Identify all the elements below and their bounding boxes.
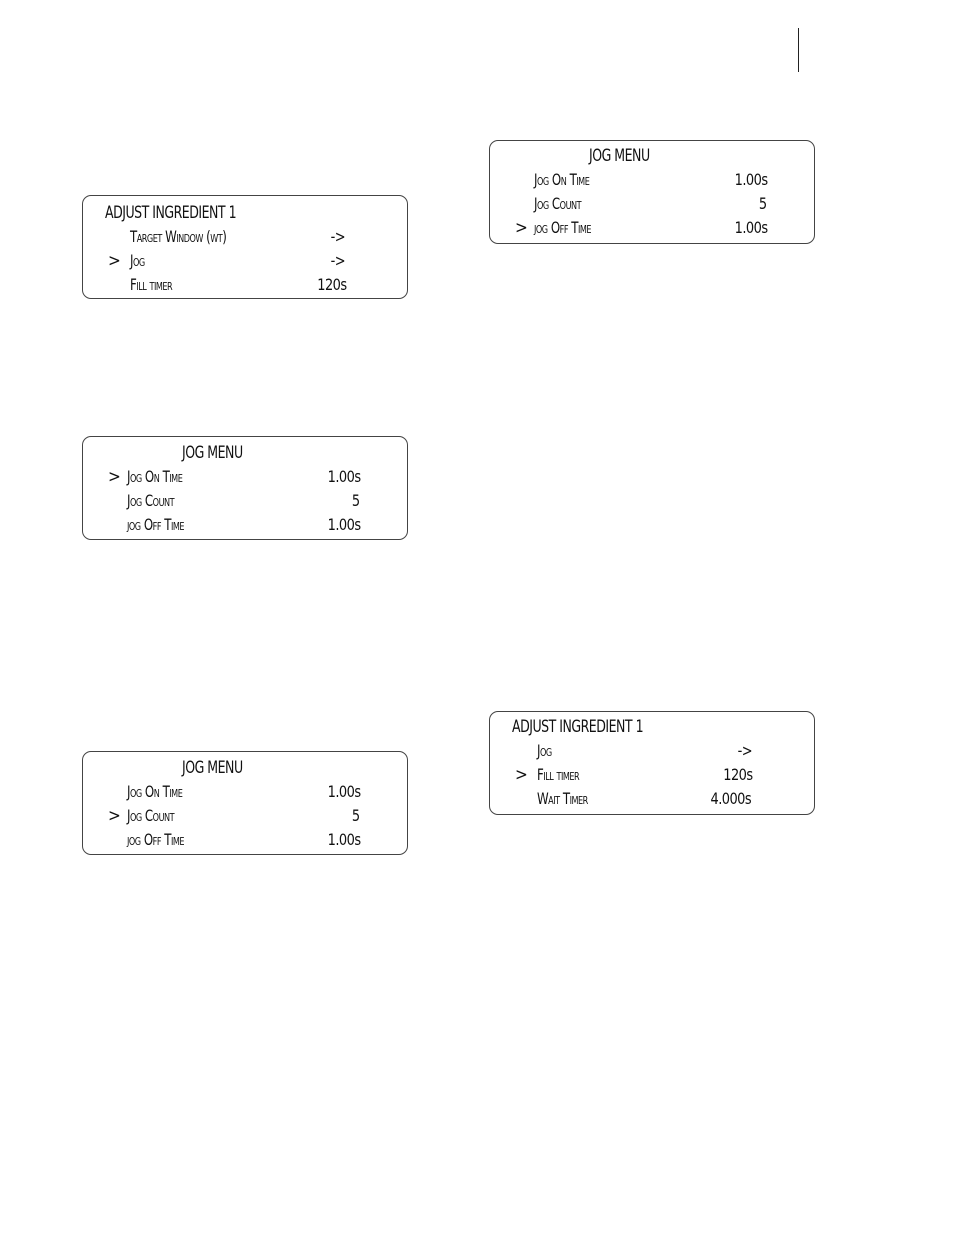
menu-value: 1.00s [328, 830, 361, 849]
lcd-title: ADJUST INGREDIENT 1 [105, 203, 237, 223]
menu-value: 120s [723, 765, 753, 784]
menu-item-jog-off-time: jog Off Time [127, 515, 185, 534]
cursor-indicator: > [108, 806, 121, 826]
menu-item-jog-on-time: Jog On Time [127, 467, 183, 486]
menu-item-jog-off-time: jog Off Time [534, 218, 592, 237]
menu-item-wait-timer: Wait Timer [537, 789, 588, 808]
page-edge-rule [798, 28, 799, 72]
cursor-indicator: > [108, 251, 121, 271]
menu-value: 1.00s [735, 170, 768, 189]
menu-value: -> [330, 251, 345, 270]
cursor-indicator: > [515, 765, 528, 785]
menu-value: 4.000s [710, 789, 751, 808]
menu-item-jog-on-time: Jog On Time [534, 170, 590, 189]
menu-value: 5 [352, 491, 360, 510]
menu-value: 5 [759, 194, 767, 213]
menu-value: -> [737, 741, 752, 760]
lcd-title: ADJUST INGREDIENT 1 [512, 717, 644, 737]
lcd-title: JOG MENU [589, 146, 650, 166]
lcd-display-adjust-ingredient-fill-timer-selected [489, 711, 815, 815]
menu-value: 1.00s [328, 515, 361, 534]
lcd-title: JOG MENU [182, 443, 243, 463]
menu-item-jog: Jog [130, 251, 145, 270]
menu-item-jog-count: Jog Count [534, 194, 582, 213]
lcd-display-jog-menu-count-selected [82, 751, 408, 855]
cursor-indicator: > [515, 218, 528, 238]
lcd-display-adjust-ingredient-jog-selected [82, 195, 408, 299]
cursor-indicator: > [108, 467, 121, 487]
menu-value: 5 [352, 806, 360, 825]
menu-value: 1.00s [328, 467, 361, 486]
menu-item-jog: Jog [537, 741, 552, 760]
menu-item-target-window: Target Window (wt) [130, 227, 227, 246]
lcd-title: JOG MENU [182, 758, 243, 778]
menu-item-jog-off-time: jog Off Time [127, 830, 185, 849]
menu-item-fill-timer: Fill timer [130, 275, 173, 294]
menu-item-jog-count: Jog Count [127, 806, 175, 825]
menu-value: -> [330, 227, 345, 246]
menu-value: 120s [317, 275, 347, 294]
lcd-display-jog-menu-on-time-selected [82, 436, 408, 540]
menu-item-jog-on-time: Jog On Time [127, 782, 183, 801]
menu-value: 1.00s [328, 782, 361, 801]
lcd-display-jog-menu-off-time-selected [489, 140, 815, 244]
menu-value: 1.00s [735, 218, 768, 237]
menu-item-fill-timer: Fill timer [537, 765, 580, 784]
menu-item-jog-count: Jog Count [127, 491, 175, 510]
